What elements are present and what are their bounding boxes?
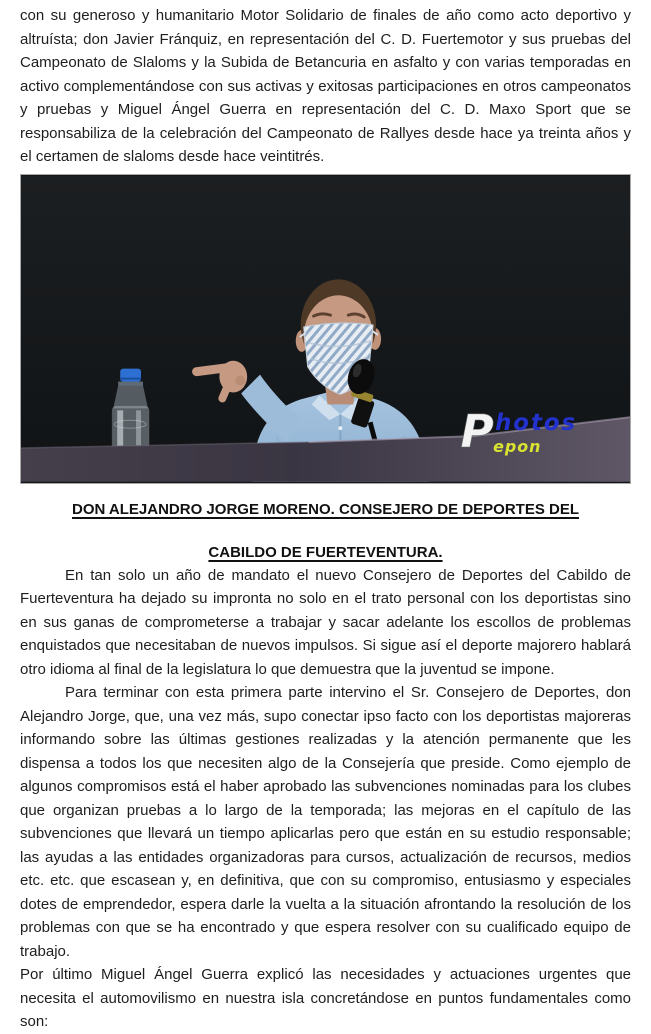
section-heading-line-1 bbox=[20, 498, 631, 521]
thumb bbox=[222, 384, 228, 398]
index-finger bbox=[197, 367, 228, 371]
curled-fingers bbox=[235, 375, 245, 385]
paragraph-mandato: En tan solo un año de mandato el nuevo Consejero de Deportes del Cabildo de Fuerteventura ha dejado su impronta no solo en el trato personal con los deportistas sino en sus ganas de comprometerse a trabajar y sacar adelante los escollos de problemas enquistados que necesitaban de nuevos impulsos. Si sigue así el deporte majorero hablará otro idioma al final de la legislatura lo que demuestra que la juventud se impone. bbox=[20, 566, 631, 678]
press-conference-photo bbox=[20, 174, 631, 484]
paragraph-consejero: Para terminar con esta primera parte intervino el Sr. Consejero de Deportes, don Alejandro Jorge, que, una vez más, supo conectar ipso facto con los deportistas majoreras informando sobre las últimas gestiones realizadas y la atención permanente que les dispensa a todos los que necesiten algo de la Consejería que preside. Como ejemplo de algunos compromisos está el haber aprobado las subvenciones nominadas para los clubes que organizan pruebas a lo largo de la temporada; las mejoras en el capítulo de las subvenciones que llevará un tiempo aplicarlas pero que están en su estudio responsable; las ayudas a las entidades organizadoras para cursos, actualización de recursos, medios etc. etc. que escasean y, en definitiva, que con su compromiso, entusiasmo y especiales dotes de emprendedor, espera darle la vuelta a la situación afrontando la resolución de los problemas con que se ha encontrado y que espera resolver con su cualificado equipo de trabajo. bbox=[20, 684, 631, 960]
paragraph-intro: con su generoso y humanitario Motor Solidario de finales de año como acto deportivo y altruísta; don Javier Fránquiz, en representación del C. D. Fuertemotor y sus pruebas del Campeonato de Slaloms y la Subida de Betancuria en asfalto y con varias temporadas en activo complementándose con sus activas y exitosas participaciones en otros campeonatos y pruebas y Miguel Ángel Guerra en representación del C. D. Maxo Sport que se responsabiliza de la celebración del Campeonato de Rallyes desde hace ya treinta años y el certamen de slaloms desde hace veintitrés. bbox=[20, 7, 631, 165]
section-heading-text-2: CABILDO DE FUERTEVENTURA. bbox=[208, 543, 443, 561]
section-heading-line-2 bbox=[20, 541, 631, 564]
watermark-word-rest: hotos bbox=[495, 409, 578, 436]
section-heading-text-1: DON ALEJANDRO JORGE MORENO. CONSEJERO DE DEPORTES DEL bbox=[71, 500, 579, 518]
shirt-button bbox=[338, 426, 342, 430]
bottle-highlight bbox=[117, 410, 123, 447]
paragraph-final: Por último Miguel Ángel Guerra explicó las necesidades y actuaciones urgentes que necesita el automovilismo en nuestra isla concretándose en puntos fundamentales como son: bbox=[20, 966, 631, 1030]
watermark-initial: P bbox=[460, 404, 494, 458]
photo-illustration bbox=[21, 175, 630, 483]
watermark-word-sub: epon bbox=[493, 436, 542, 456]
bottle-shoulder bbox=[113, 385, 148, 408]
bottle-highlight bbox=[136, 410, 141, 447]
bottle-neck-ring bbox=[118, 381, 143, 385]
bottle-cap bbox=[120, 368, 141, 381]
